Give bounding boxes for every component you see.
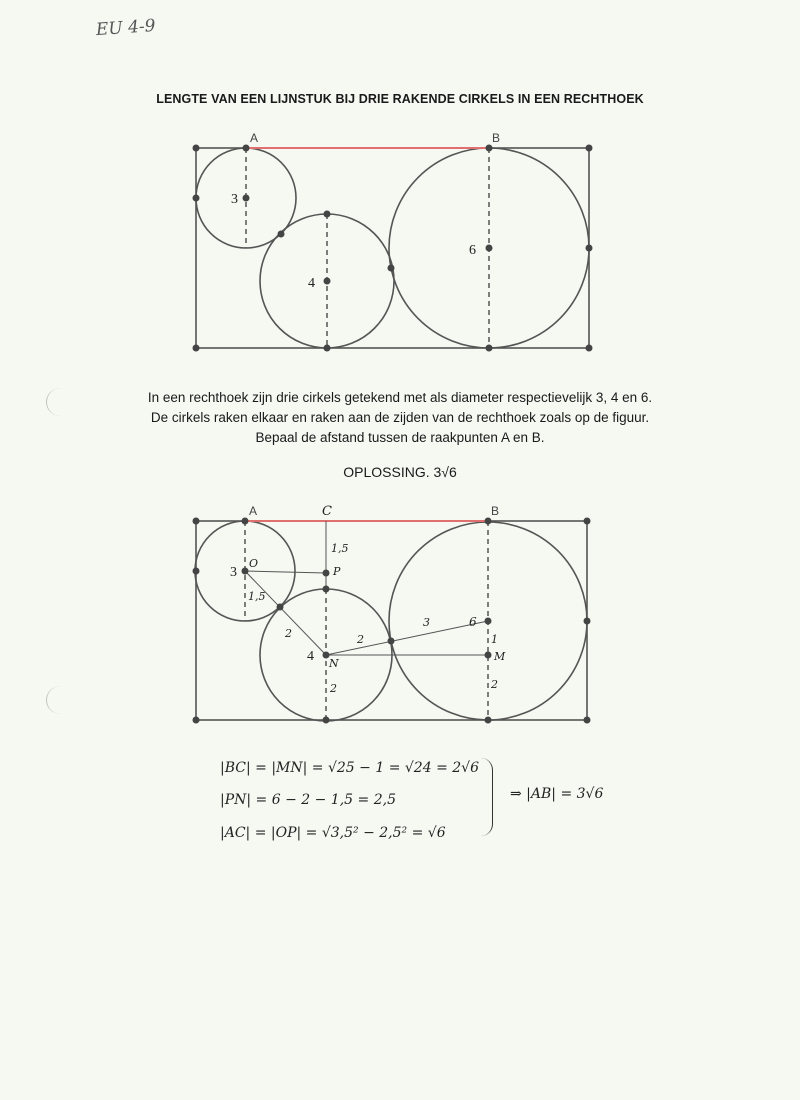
label-n-arc-length: 2 — [357, 633, 364, 646]
label-diameter-large: 6 — [469, 243, 476, 258]
solution-value: 3√6 — [433, 464, 457, 480]
point-p — [323, 570, 330, 577]
solution-label: OPLOSSING. — [343, 464, 430, 480]
label-on-length: 2 — [285, 627, 292, 640]
point — [323, 717, 330, 724]
point — [193, 518, 200, 525]
conclusion: ⇒ |AB| = 3√6 — [510, 786, 604, 802]
label-diameter-small: 3 — [231, 192, 238, 207]
label-c: C — [322, 504, 332, 519]
point — [485, 518, 492, 525]
calc-line-bc: |BC| = |MN| = √25 − 1 = √24 = 2√6 — [220, 760, 479, 776]
point — [193, 717, 200, 724]
label-diameter-small: 3 — [230, 565, 237, 580]
line-op — [245, 571, 326, 573]
page-title: LENGTE VAN EEN LIJNSTUK BIJ DRIE RAKENDE CIRKELS IN EEN RECHTHOEK — [156, 92, 644, 106]
label-b: B — [491, 504, 500, 518]
line-nm-hyp — [326, 621, 488, 655]
label-b: B — [492, 131, 501, 145]
label-p: P — [333, 565, 341, 578]
point — [485, 618, 492, 625]
point — [485, 717, 492, 724]
point — [584, 518, 591, 525]
page-code: EU 4-9 — [95, 15, 157, 41]
line-on — [245, 571, 326, 655]
label-large-radius-length: 3 — [423, 616, 430, 629]
point — [584, 618, 591, 625]
label-diameter-large: 6 — [469, 615, 477, 629]
brace — [478, 758, 493, 836]
label-o-down-length: 1,5 — [248, 590, 266, 603]
label-diameter-mid: 4 — [307, 649, 314, 664]
point-o — [242, 568, 249, 575]
point — [323, 586, 330, 593]
label-diameter-mid: 4 — [308, 276, 315, 291]
point — [277, 604, 284, 611]
label-a: A — [250, 131, 259, 145]
label-cp-length: 1,5 — [331, 542, 349, 555]
point-m — [485, 652, 492, 659]
point — [584, 717, 591, 724]
label-a: A — [249, 504, 258, 518]
point — [242, 518, 249, 525]
point — [388, 638, 395, 645]
point — [193, 568, 200, 575]
problem-line: In een rechthoek zijn drie cirkels getekend met als diameter respectievelijk 3, 4 en 6. — [147, 390, 653, 405]
calc-line-ac: |AC| = |OP| = √3,5² − 2,5² = √6 — [220, 825, 446, 841]
label-m-up-length: 1 — [491, 633, 498, 646]
label-n-down-length: 2 — [330, 682, 337, 695]
problem-line: Bepaal de afstand tussen de raakpunten A en B. — [255, 430, 545, 445]
calc-line-pn: |PN| = 6 − 2 − 1,5 = 2,5 — [220, 792, 396, 808]
label-m: M — [494, 650, 506, 663]
label-m-down-length: 2 — [491, 678, 498, 691]
problem-line: De cirkels raken elkaar en raken aan de zijden van de rechthoek zoals op de figuur. — [150, 410, 650, 425]
label-n: N — [329, 657, 339, 670]
label-o: O — [249, 557, 259, 570]
